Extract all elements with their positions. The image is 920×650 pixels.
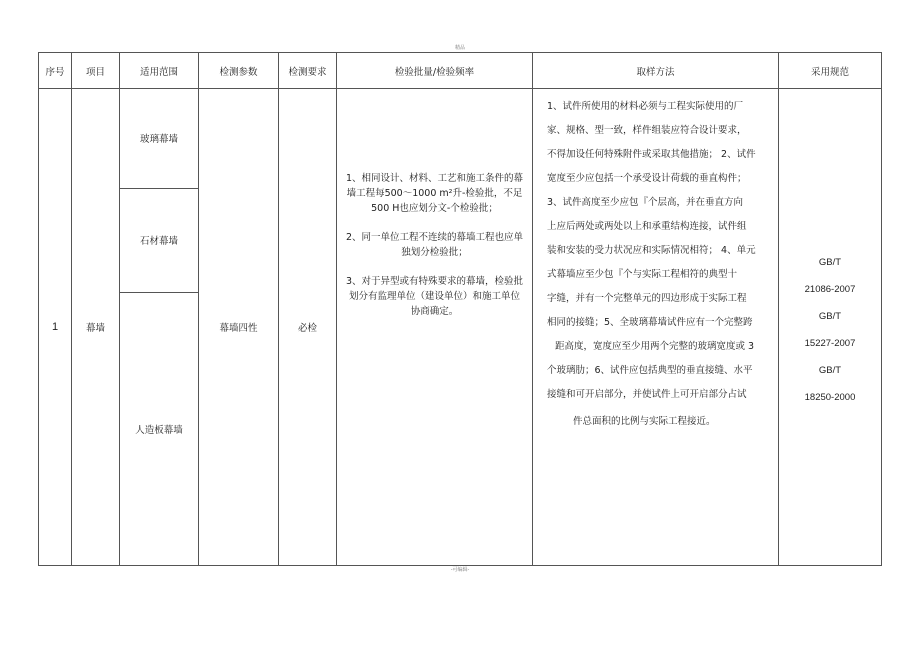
sampling-line: 接缝和可开启部分，并使试件上可开启部分占试 bbox=[547, 389, 747, 400]
header-requirement: 检测要求 bbox=[279, 53, 337, 89]
sampling-line: 装和安装的受力状况应和实际情况相符； 4、单元 bbox=[547, 245, 756, 256]
page-header-note: 精品 bbox=[454, 45, 465, 51]
header-index: 序号 bbox=[39, 53, 72, 89]
table-row bbox=[39, 89, 882, 566]
row-item: 幕墙 bbox=[72, 89, 120, 566]
row-parameter: 幕墙四性 bbox=[199, 89, 279, 566]
sampling-line: 件总面积的比例与实际工程接近。 bbox=[573, 416, 716, 427]
page-footer-note: -可编辑- bbox=[450, 567, 470, 573]
row-scopes bbox=[120, 89, 199, 566]
row-standards bbox=[779, 89, 882, 566]
table-header-row bbox=[39, 53, 882, 89]
scope-list bbox=[120, 89, 198, 565]
standard-number: 15227-2007 bbox=[804, 338, 856, 349]
standard-prefix: GB/T bbox=[818, 311, 842, 322]
sampling-line: 1、试件所使用的材料必须与工程实际使用的厂 bbox=[547, 101, 744, 112]
scope-artificial-board: 人造板幕墙 bbox=[135, 424, 183, 436]
sampling-line: 不得加设任何特殊附件或采取其他措施； 2、试件 bbox=[547, 149, 756, 160]
header-parameter: 检测参数 bbox=[199, 53, 279, 89]
row-requirement: 必检 bbox=[279, 89, 337, 566]
sampling-line: 式幕墙应至少包『个与实际工程相符的典型十 bbox=[547, 269, 738, 280]
sampling-line: 个玻璃肋；6、试件应包括典型的垂直接缝、水平 bbox=[547, 365, 753, 376]
sampling-line: 字缝，并有一个完整单元的四边形成于实际工程 bbox=[547, 293, 747, 304]
sampling-line: 上应后两处或两处以上和承重结构连接，试件组 bbox=[547, 221, 747, 232]
standard-prefix: GB/T bbox=[818, 365, 842, 376]
row-index: 1 bbox=[39, 89, 72, 566]
sampling-line: 宽度至少应包括一个承受设计荷载的垂直构件； bbox=[547, 173, 747, 184]
sampling-line: 相同的接缝；5、全玻璃幕墙试件应有一个完整跨 bbox=[547, 317, 753, 328]
frequency-item-2: 2、同一单位工程不连续的幕墙工程也应单独划分检验批； bbox=[345, 232, 524, 258]
frequency-item-1: 1、相同设计、材料、工艺和施工条件的幕墙工程每500～1000 m²升-检验批，不足500 H也应划分文-个检验批； bbox=[345, 173, 524, 214]
sampling-line: 距高度，宽度应至少用两个完整的玻璃宽度或 3 bbox=[555, 341, 755, 352]
header-frequency: 检验批量/检验频率 bbox=[337, 53, 533, 89]
standard-number: 18250-2000 bbox=[804, 392, 856, 403]
sampling-line: 3、试件高度至少应包『个层高，并在垂直方向 bbox=[547, 197, 744, 208]
standard-number: 21086-2007 bbox=[804, 284, 856, 295]
row-frequency bbox=[337, 89, 533, 566]
scope-glass: 玻璃幕墙 bbox=[120, 89, 198, 188]
sampling-line: 家、规格、型一致，样件组装应符合设计要求， bbox=[547, 125, 747, 136]
standard-prefix: GB/T bbox=[818, 257, 842, 268]
header-item: 项目 bbox=[72, 53, 120, 89]
inspection-table bbox=[38, 52, 882, 566]
row-sampling bbox=[533, 89, 779, 566]
header-standard: 采用规范 bbox=[779, 53, 882, 89]
header-sampling: 取样方法 bbox=[533, 53, 779, 89]
header-scope: 适用范围 bbox=[120, 53, 199, 89]
frequency-item-3: 3、对于异型或有特殊要求的幕墙，检验批划分有监理单位（建设单位）和施工单位协商确定。 bbox=[345, 276, 524, 317]
scope-stone: 石材幕墙 bbox=[120, 188, 198, 292]
